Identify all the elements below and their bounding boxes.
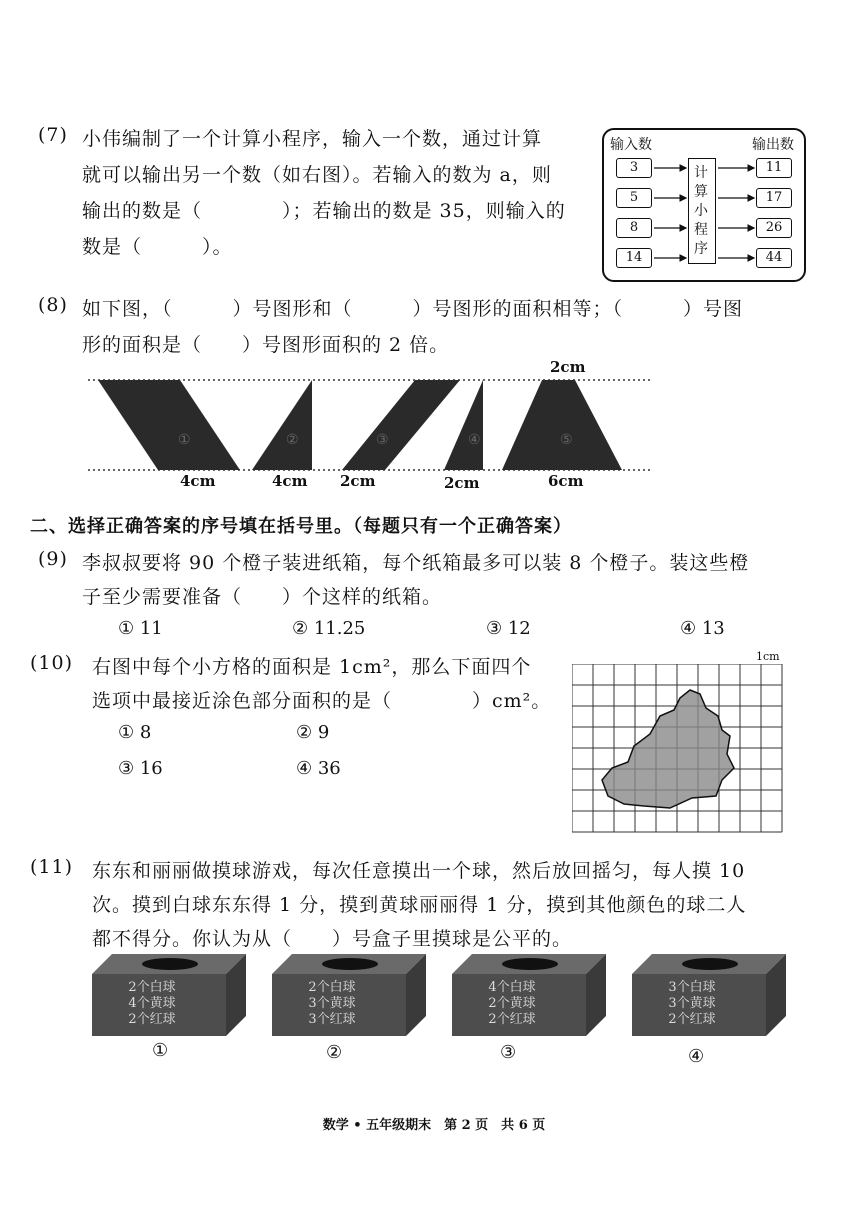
input-label: 输入数 [610, 137, 652, 153]
grid-scale-label: 1cm [756, 650, 780, 663]
q9-option-3: ③ 12 [486, 618, 531, 639]
shaded-region [602, 690, 734, 808]
shape-label-4: ④ [468, 432, 481, 448]
box-1-content: 2个白球 4个黄球 2个红球 [128, 980, 176, 1027]
q10-option-4: ④ 36 [296, 758, 341, 779]
shape-label-2: ② [286, 432, 299, 448]
q11-line-1: 东东和丽丽做摸球游戏，每次任意摸出一个球，然后放回摇匀，每人摸 10 [92, 860, 746, 882]
calculator-diagram [602, 128, 806, 282]
q10-line-2: 选项中最接近涂色部分面积的是（ ）cm²。 [92, 690, 552, 712]
q9-number: (9) [38, 548, 68, 570]
q11-line-3: 都不得分。你认为从（ ）号盒子里摸球是公平的。 [92, 928, 573, 950]
area-grid [572, 664, 784, 834]
q7-number: (7) [38, 124, 68, 146]
input-box: 8 [616, 218, 652, 238]
q10-line-1: 右图中每个小方格的面积是 1cm²，那么下面四个 [92, 656, 532, 678]
q9-option-2: ② 11.25 [292, 618, 366, 639]
output-box: 17 [756, 188, 792, 208]
shape-3 [342, 380, 460, 470]
q9-line-1: 李叔叔要将 90 个橙子装进纸箱，每个纸箱最多可以装 8 个橙子。装这些橙 [82, 552, 750, 574]
q8-line-2: 形的面积是（ ）号图形面积的 2 倍。 [82, 334, 450, 356]
shape-1 [98, 380, 240, 470]
shape-label-3: ③ [376, 432, 389, 448]
box-3-label: ③ [500, 1042, 517, 1063]
q9-line-2: 子至少需要准备（ ）个这样的纸箱。 [82, 586, 443, 608]
page-footer: 数学 • 五年级期末 第 2 页 共 6 页 [322, 1118, 546, 1133]
shape-4 [444, 380, 483, 470]
input-box: 14 [616, 248, 652, 268]
q9-option-4: ④ 13 [680, 618, 725, 639]
q8-line-1: 如下图，（ ）号图形和（ ）号图形的面积相等；（ ）号图 [82, 298, 744, 320]
q7-line-4: 数是（ ）。 [82, 236, 233, 258]
output-box: 11 [756, 158, 792, 178]
q7-line-1: 小伟编制了一个计算小程序，输入一个数，通过计算 [82, 128, 543, 150]
program-label: 计算小程序 [694, 165, 708, 257]
bottom-length-label-3: 2cm [340, 472, 376, 490]
shape-label-5: ⑤ [560, 432, 573, 448]
box-2-content: 2个白球 3个黄球 3个红球 [308, 980, 356, 1027]
box-1-label: ① [152, 1040, 169, 1061]
q9-option-1: ① 11 [118, 618, 163, 639]
q7-line-2: 就可以输出另一个数（如右图）。若输入的数为 a，则 [82, 164, 552, 186]
output-box: 44 [756, 248, 792, 268]
output-box: 26 [756, 218, 792, 238]
q10-option-2: ② 9 [296, 722, 330, 743]
shape-label-1: ① [178, 432, 191, 448]
q8-number: (8) [38, 294, 68, 316]
input-box: 5 [616, 188, 652, 208]
q10-option-3: ③ 16 [118, 758, 163, 779]
box-2-label: ② [326, 1042, 343, 1063]
box-4-label: ④ [688, 1046, 705, 1067]
top-length-label: 2cm [550, 358, 586, 376]
bottom-length-label-4: 2cm [444, 474, 480, 492]
arrows [604, 130, 804, 280]
q11-line-2: 次。摸到白球东东得 1 分，摸到黄球丽丽得 1 分，摸到其他颜色的球二人 [92, 894, 747, 916]
section-2-title: 二、选择正确答案的序号填在括号里。（每题只有一个正确答案） [30, 516, 572, 537]
input-box: 3 [616, 158, 652, 178]
output-label: 输出数 [752, 137, 794, 153]
q10-number: (10) [30, 652, 74, 674]
q11-number: (11) [30, 856, 74, 878]
bottom-length-label-2: 4cm [272, 472, 308, 490]
box-3-content: 4个白球 2个黄球 2个红球 [488, 980, 536, 1027]
bottom-length-label-5: 6cm [548, 472, 584, 490]
q10-option-1: ① 8 [118, 722, 152, 743]
shape-2 [252, 380, 312, 470]
shape-5 [502, 380, 622, 470]
q7-line-3: 输出的数是（ ）；若输出的数是 35，则输入的 [82, 200, 566, 222]
bottom-length-label-1: 4cm [180, 472, 216, 490]
box-4-content: 3个白球 3个黄球 2个红球 [668, 980, 716, 1027]
